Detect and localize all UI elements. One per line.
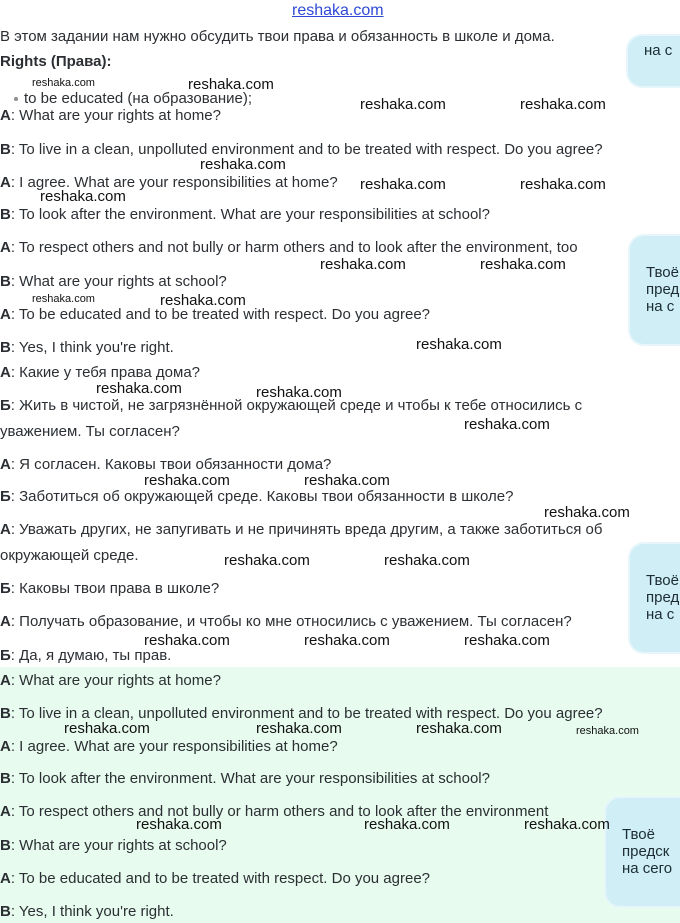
watermark: reshaka.com xyxy=(524,816,610,833)
speaker-label: B xyxy=(0,339,11,356)
dialogue-text: : To be educated and to be treated with respect. Do you agree? xyxy=(10,870,431,887)
dialogue-line xyxy=(0,738,338,756)
dialogue-line xyxy=(0,580,219,598)
watermark: reshaka.com xyxy=(520,176,606,193)
watermark: reshaka.com xyxy=(144,632,230,649)
watermark: reshaka.com xyxy=(32,293,95,305)
speaker-label: Б xyxy=(0,397,11,414)
site-link[interactable]: reshaka.com xyxy=(292,2,384,19)
speaker-label: A xyxy=(0,107,11,124)
dialogue-text: : Уважать других, не запугивать и не причинять вреда другим, а также заботиться об xyxy=(10,521,603,538)
watermark: reshaka.com xyxy=(384,552,470,569)
bubble-line: предск xyxy=(622,843,670,860)
dialogue-text: : Да, я думаю, ты прав. xyxy=(10,647,172,664)
dialogue-line xyxy=(0,141,603,159)
dialogue-text: : What are your rights at home? xyxy=(10,107,221,124)
speaker-label: А xyxy=(0,456,11,473)
watermark: reshaka.com xyxy=(360,96,446,113)
dialogue-text: : Получать образование, и чтобы ко мне относились с уважением. Ты согласен? xyxy=(10,613,572,630)
bubble-line: пред xyxy=(646,589,680,606)
bubble-line: на сего xyxy=(622,860,673,877)
watermark: reshaka.com xyxy=(360,176,446,193)
watermark: reshaka.com xyxy=(480,256,566,273)
rights-heading xyxy=(0,53,111,71)
bubble-line: Твоё xyxy=(622,826,655,843)
dialogue-text: : Жить в чистой, не загрязнённой окружающей среде и чтобы к тебе относились с xyxy=(10,397,583,414)
dialogue-text: : Yes, I think you're right. xyxy=(10,903,174,920)
chat-bubble[interactable] xyxy=(606,798,680,906)
bullet-item: to be educated (на образование); xyxy=(24,90,253,107)
speaker-label: Б xyxy=(0,488,11,505)
dialogue-line xyxy=(0,547,139,565)
watermark: reshaka.com xyxy=(188,76,274,93)
dialogue-text: : What are your rights at school? xyxy=(10,273,227,290)
speaker-label: A xyxy=(0,174,11,191)
watermark: reshaka.com xyxy=(304,472,390,489)
watermark: reshaka.com xyxy=(136,816,222,833)
speaker-label: A xyxy=(0,306,11,323)
speaker-label: A xyxy=(0,870,11,887)
watermark: reshaka.com xyxy=(416,720,502,737)
dialogue-line xyxy=(0,837,227,855)
speaker-label: B xyxy=(0,837,11,854)
dialogue-line xyxy=(0,613,572,631)
bubble-line: на с xyxy=(646,298,675,315)
speaker-label: B xyxy=(0,705,11,722)
dialogue-text: уважением. Ты согласен? xyxy=(0,423,180,440)
watermark: reshaka.com xyxy=(520,96,606,113)
watermark: reshaka.com xyxy=(256,384,342,401)
dialogue-text: : To respect others and not bully or harm others and to look after the environment xyxy=(10,803,549,820)
dialogue-line xyxy=(0,107,221,125)
bubble-line: на с xyxy=(646,606,675,623)
speaker-label: B xyxy=(0,273,11,290)
dialogue-line xyxy=(0,488,513,506)
dialogue-text: : What are your rights at home? xyxy=(10,672,221,689)
watermark: reshaka.com xyxy=(576,725,639,737)
dialogue-text: : Какие у тебя права дома? xyxy=(10,364,201,381)
dialogue-text: : What are your rights at school? xyxy=(10,837,227,854)
dialogue-line xyxy=(0,647,171,665)
dialogue-text: : To be educated and to be treated with respect. Do you agree? xyxy=(10,306,431,323)
speaker-label: Б xyxy=(0,580,11,597)
intro-text: В этом задании нам нужно обсудить твои права и обязанность в школе и дома. xyxy=(0,28,555,45)
bubble-line: Твоё xyxy=(646,264,679,281)
watermark: reshaka.com xyxy=(96,380,182,397)
speaker-label: B xyxy=(0,206,11,223)
watermark: reshaka.com xyxy=(256,720,342,737)
watermark: reshaka.com xyxy=(224,552,310,569)
speaker-label: A xyxy=(0,239,11,256)
dialogue-line xyxy=(0,521,602,539)
dialogue-line xyxy=(0,803,548,821)
watermark: reshaka.com xyxy=(544,504,630,521)
dialogue-line xyxy=(0,239,578,257)
watermark: reshaka.com xyxy=(304,632,390,649)
speaker-label: B xyxy=(0,770,11,787)
bullet-icon xyxy=(14,97,18,101)
bubble-line: на с xyxy=(644,42,673,59)
dialogue-line xyxy=(0,339,174,357)
chat-bubble[interactable] xyxy=(630,236,680,344)
watermark: reshaka.com xyxy=(200,156,286,173)
speaker-label: A xyxy=(0,672,11,689)
dialogue-line xyxy=(0,423,180,441)
watermark: reshaka.com xyxy=(320,256,406,273)
speaker-label: А xyxy=(0,613,11,630)
bubble-line: Твоё xyxy=(646,572,679,589)
speaker-label: A xyxy=(0,738,11,755)
watermark: reshaka.com xyxy=(464,632,550,649)
dialogue-text: : To look after the environment. What are your responsibilities at school? xyxy=(10,770,490,787)
speaker-label: А xyxy=(0,521,11,538)
dialogue-text: : To live in a clean, unpolluted environment and to be treated with respect. Do you agree? xyxy=(10,141,603,158)
speaker-label: A xyxy=(0,803,11,820)
dialogue-text: : To live in a clean, unpolluted environment and to be treated with respect. Do you agree? xyxy=(10,705,603,722)
dialogue-text: : Каковы твои права в школе? xyxy=(10,580,220,597)
bubble-line: пред xyxy=(646,281,680,298)
watermark: reshaka.com xyxy=(364,816,450,833)
speaker-label: B xyxy=(0,903,11,920)
dialogue-text: : To look after the environment. What are your responsibilities at school? xyxy=(10,206,490,223)
dialogue-line xyxy=(0,870,430,888)
chat-bubble[interactable] xyxy=(628,36,680,86)
dialogue-text: : Yes, I think you're right. xyxy=(10,339,174,356)
speaker-label: Б xyxy=(0,647,11,664)
watermark: reshaka.com xyxy=(40,188,126,205)
dialogue-text: : I agree. What are your responsibilities at home? xyxy=(10,174,338,191)
speaker-label: B xyxy=(0,141,11,158)
dialogue-line xyxy=(0,206,490,224)
watermark: reshaka.com xyxy=(32,77,95,89)
dialogue-text: : Я согласен. Каковы твои обязанности дома? xyxy=(10,456,332,473)
dialogue-line xyxy=(0,273,227,291)
chat-bubble[interactable] xyxy=(630,544,680,652)
watermark: reshaka.com xyxy=(416,336,502,353)
speaker-label: А xyxy=(0,364,11,381)
watermark: reshaka.com xyxy=(464,416,550,433)
watermark: reshaka.com xyxy=(64,720,150,737)
dialogue-line xyxy=(0,672,221,690)
dialogue-text: : To respect others and not bully or harm others and to look after the environment, too xyxy=(10,239,578,256)
dialogue-line xyxy=(0,770,490,788)
dialogue-line xyxy=(0,903,174,921)
dialogue-text: : Заботиться об окружающей среде. Каковы твои обязанности в школе? xyxy=(10,488,514,505)
watermark: reshaka.com xyxy=(160,292,246,309)
watermark: reshaka.com xyxy=(144,472,230,489)
dialogue-text: окружающей среде. xyxy=(0,547,139,564)
rights-heading-label: Rights (Права): xyxy=(0,53,112,70)
dialogue-text: : I agree. What are your responsibilities at home? xyxy=(10,738,338,755)
